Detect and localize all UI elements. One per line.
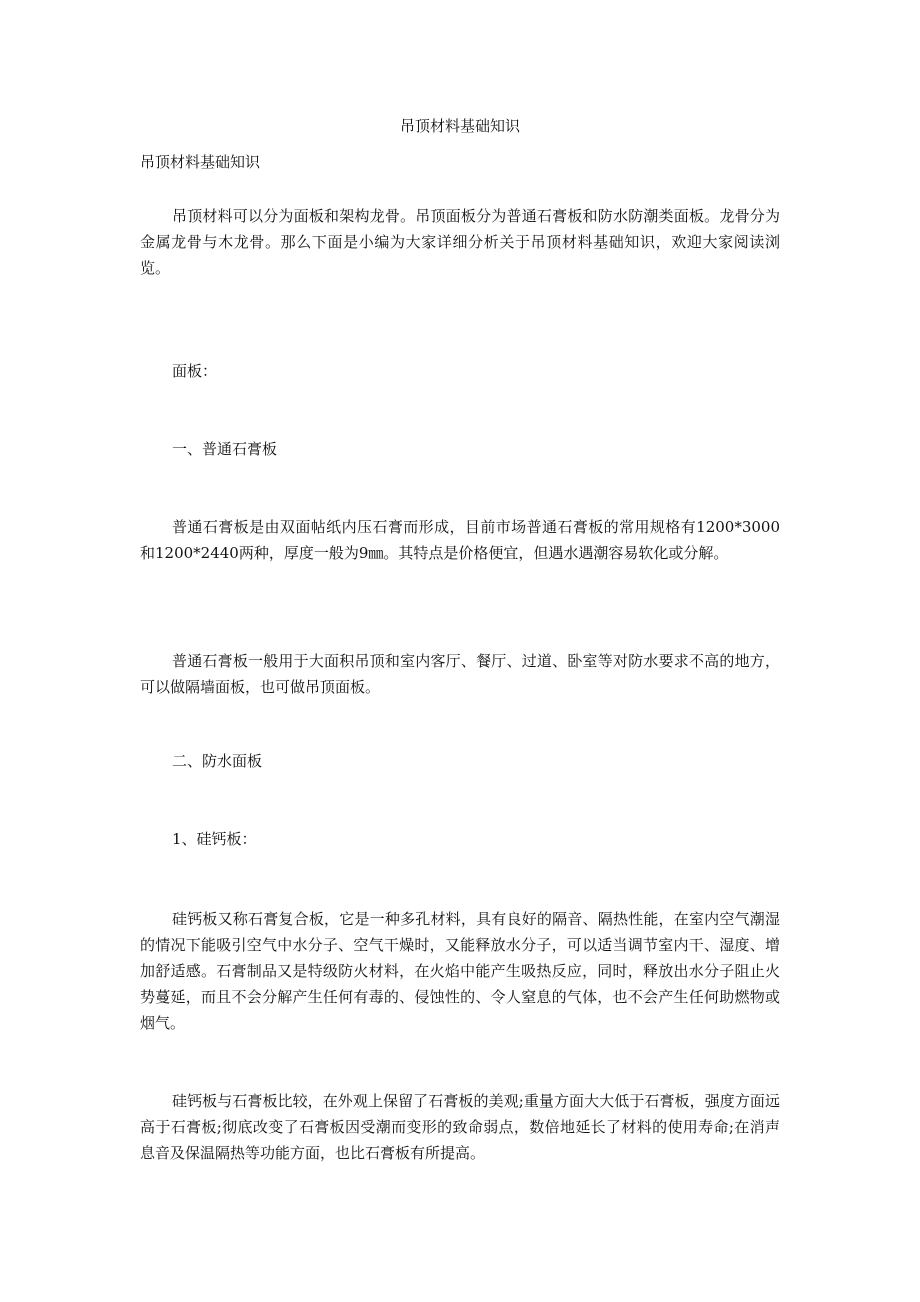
document-subtitle: 吊顶材料基础知识	[140, 153, 261, 171]
section-heading-gypsum-board: 一、普通石膏板	[172, 440, 278, 458]
gypsum-board-paragraph-1: 普通石膏板是由双面帖纸内压石膏而形成，目前市场普通石膏板的常用规格有1200*3000和1200*2440两种，厚度一般为9㎜。其特点是价格便宜，但遇水遇潮容易软化或分解。	[140, 518, 780, 562]
document-title: 吊顶材料基础知识	[399, 117, 520, 135]
section-heading-waterproof-panel: 二、防水面板	[172, 752, 263, 770]
intro-paragraph: 吊顶材料可以分为面板和架构龙骨。吊顶面板分为普通石膏板和防水防潮类面板。龙骨分为金属龙骨与木龙骨。那么下面是小编为大家详细分析关于吊顶材料基础知识，欢迎大家阅读浏览。	[140, 207, 780, 277]
calcium-silicate-paragraph-1: 硅钙板又称石膏复合板，它是一种多孔材料，具有良好的隔音、隔热性能，在室内空气潮湿的情况下能吸引空气中水分子、空气干燥时，又能释放水分子，可以适当调节室内干、湿度、增加舒适感。石膏制品又是特级防火材料，在火焰中能产生吸热反应，同时，释放出水分子阻止火势蔓延，而且不会分解产生任何有毒的、侵蚀性的、令人窒息的气体，也不会产生任何助燃物或烟气。	[140, 910, 780, 1032]
gypsum-board-paragraph-2: 普通石膏板一般用于大面积吊顶和室内客厅、餐厅、过道、卧室等对防水要求不高的地方，可以做隔墙面板，也可做吊顶面板。	[140, 652, 780, 696]
section-heading-panel: 面板：	[172, 362, 218, 380]
calcium-silicate-paragraph-2: 硅钙板与石膏板比较，在外观上保留了石膏板的美观;重量方面大大低于石膏板，强度方面远高于石膏板;彻底改变了石膏板因受潮而变形的致命弱点，数倍地延长了材料的使用寿命;在消声息音及保温隔热等功能方面，也比石膏板有所提高。	[140, 1092, 780, 1162]
subsection-heading-calcium-silicate: 1、硅钙板：	[172, 830, 257, 848]
